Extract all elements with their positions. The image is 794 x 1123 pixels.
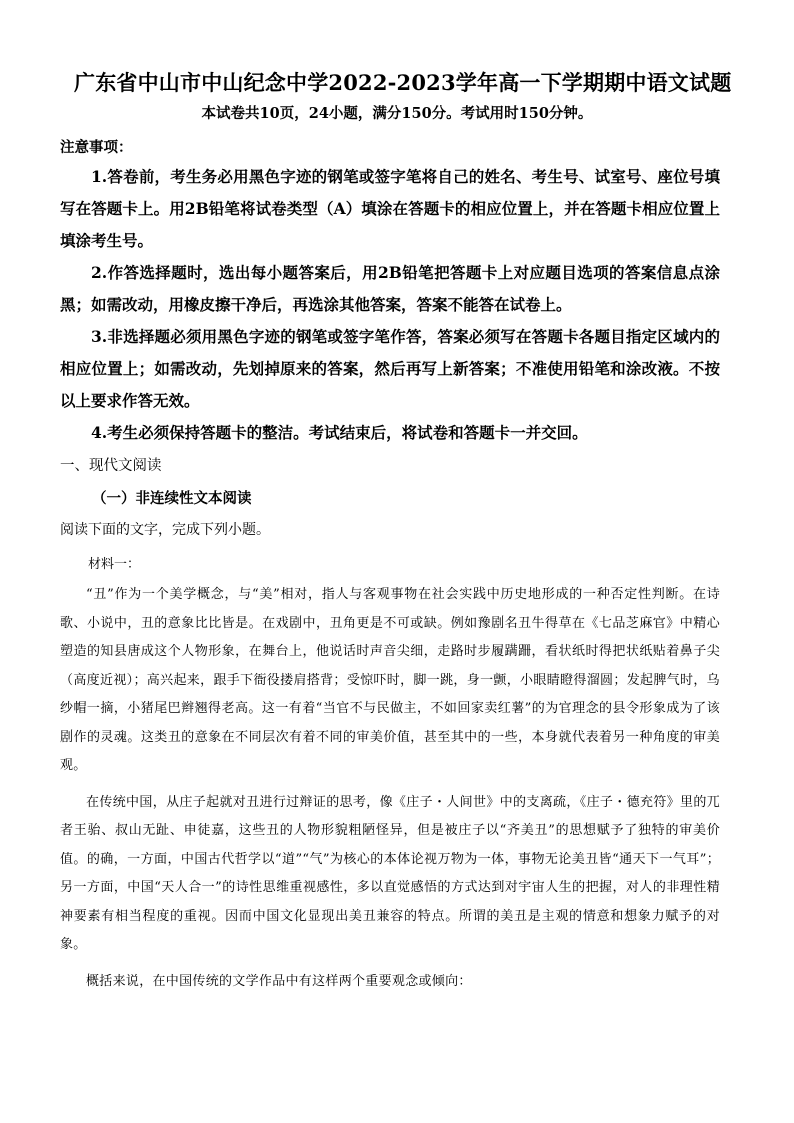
material-paragraph: “丑”作为一个美学概念，与“美”相对，指人与客观事物在社会实践中历史地形成的一种否定性判断。在诗歌、小说中，丑的意象比比皆是。在戏剧中，丑角更是不可或缺。例如豫剧名丑牛得草在《七品芝麻官》中精心塑造的知县唐成这个人物形象，在舞台上，他说话时声音尖细，走路时步履蹒跚，看状纸时得把状纸贴着鼻子尖（高度近视）；高兴起来，跟手下衙役搂肩搭背；受惊吓时，脚一跳，身一颤，小眼睛瞪得溜圆；发起脾气时，乌纱帽一摘，小猪尾巴辫翘得老高。这一有着“当官不与民做主，不如回家卖红薯”的为官理念的县令形象成为了该剧作的灵魂。这类丑的意象在不同层次有着不同的审美价值，甚至其中的一些，本身就代表着另一种角度的审美观。 xyxy=(60,587,720,773)
notice-item: 3.非选择题必须用黑色字迹的钢笔或签字笔作答，答案必须写在答题卡各题目指定区域内的相应位置上；如需改动，先划掉原来的答案，然后再写上新答案；不准使用铅笔和涂改液。不按以上要求作答无效。 xyxy=(60,327,720,410)
subsection-title: （一）非连续性文本阅读 xyxy=(92,491,252,507)
section-title: 一、现代文阅读 xyxy=(60,458,162,474)
material-label: 材料一： xyxy=(88,557,141,572)
exam-title: 广东省中山市中山纪念中学2022-2023学年高一下学期期中语文试题 xyxy=(74,70,732,95)
material-paragraph: 概括来说，在中国传统的文学作品中有这样两个重要观念或倾向： xyxy=(86,973,472,989)
notice-item: 1.答卷前，考生务必用黑色字迹的钢笔或签字笔将自己的姓名、考生号、试室号、座位号填写在答题卡上。用2B铅笔将试卷类型（A）填涂在答题卡的相应位置上，并在答题卡相应位置上填涂考生号。 xyxy=(60,167,720,250)
notice-item: 4.考生必须保持答题卡的整洁。考试结束后，将试卷和答题卡一并交回。 xyxy=(91,423,588,442)
notice-item: 2.作答选择题时，选出每小题答案后，用2B铅笔把答题卡上对应题目选项的答案信息点涂黑；如需改动，用橡皮擦干净后，再选涂其他答案，答案不能答在试卷上。 xyxy=(60,263,720,314)
reading-instruction: 阅读下面的文字，完成下列小题。 xyxy=(60,522,270,538)
notice-heading: 注意事项： xyxy=(60,139,133,156)
material-paragraph: 在传统中国，从庄子起就对丑进行过辩证的思考，像《庄子・人间世》中的支离疏，《庄子・德充符》里的兀者王骀、叔山无趾、申徒嘉，这些丑的人物形貌粗陋怪异，但是被庄子以“齐美丑”的思想赋予了独特的审美价值。的确，一方面，中国古代哲学以“道”“气”为核心的本体论视万物为一体，事物无论美丑皆“通天下一气耳”；另一方面，中国“天人合一”的诗性思维重视感性，多以直觉感悟的方式达到对宇宙人生的把握，对人的非理性精神要素有相当程度的重视。因而中国文化显现出美丑兼容的特点。所谓的美丑是主观的情意和想象力赋予的对象。 xyxy=(60,794,720,952)
exam-subtitle: 本试卷共10页，24小题，满分150分。考试用时150分钟。 xyxy=(201,105,593,122)
